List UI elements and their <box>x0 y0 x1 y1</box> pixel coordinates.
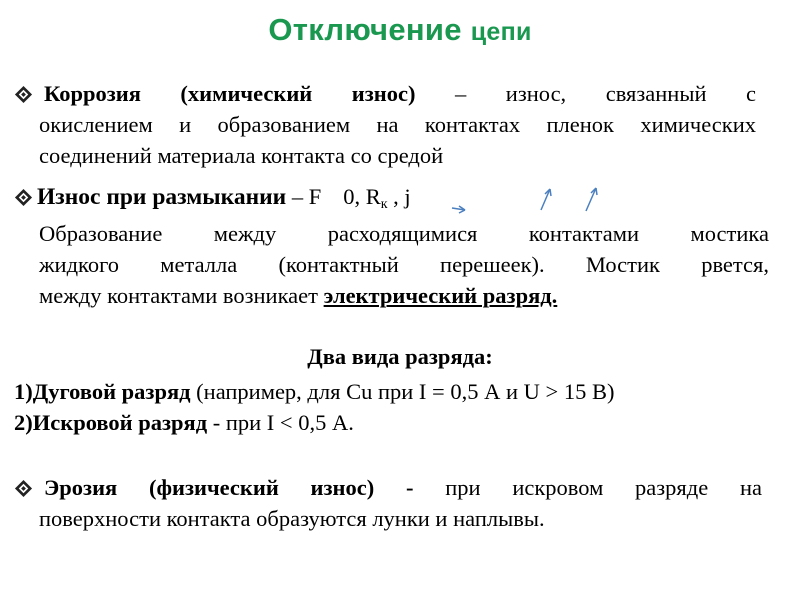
spark-discharge-term: 2)Искровой разряд <box>14 410 208 435</box>
spark-discharge-desc: - при I < 0,5 А. <box>207 410 354 435</box>
arrow-icon <box>541 189 551 210</box>
corrosion-term: Коррозия (химический износ) <box>44 81 416 106</box>
opening-line-3 <box>39 280 769 311</box>
erosion-rest: при искровом разряде на <box>413 475 762 500</box>
corrosion-line-1 <box>44 78 756 109</box>
diamond-bullet-icon <box>14 479 33 498</box>
corrosion-text <box>44 78 756 109</box>
corrosion-rest: – износ, связанный с <box>415 81 756 106</box>
erosion-line-1 <box>44 472 762 503</box>
corrosion-text-cont <box>39 109 756 171</box>
discharge-item-1 <box>14 376 614 407</box>
formula-zero: 0 <box>343 184 355 209</box>
opening-text <box>39 218 769 311</box>
diamond-bullet-icon <box>14 85 33 104</box>
formula-r-sub: к <box>380 197 388 212</box>
title-main: Отключение <box>268 12 462 47</box>
arrow-icon <box>452 206 465 213</box>
formula-j: , j <box>387 184 411 209</box>
erosion-text-cont <box>39 503 769 534</box>
arc-discharge-desc: (например, для Cu при I = 0,5 А и U > 15 В) <box>190 379 615 404</box>
formula-r: , R <box>354 184 381 209</box>
erosion-term: Эрозия (физический износ) - <box>44 475 414 500</box>
slide-title <box>0 12 800 48</box>
opening-bullet <box>14 181 411 220</box>
corrosion-line-2: окислением и образованием на контактах пленок химических <box>39 112 756 137</box>
formula-prefix: – F <box>286 184 322 209</box>
erosion-bullet <box>14 472 37 503</box>
corrosion-line-3: соединений материала контакта со средой <box>39 143 444 168</box>
title-small: цепи <box>470 18 532 46</box>
electric-discharge-term: электрический разряд. <box>323 283 558 308</box>
opening-line-2: жидкого металла (контактный перешеек). Мостик рвется, <box>39 252 769 277</box>
opening-term: Износ при размыкании <box>37 184 287 210</box>
erosion-text <box>44 472 762 503</box>
opening-line-1: Образование между расходящимися контактами мостика <box>39 221 769 246</box>
erosion-line-2: поверхности контакта образуются лунки и наплывы. <box>39 506 545 531</box>
opening-line-3-plain: между контактами возникает <box>39 283 324 308</box>
arc-discharge-term: 1)Дуговой разряд <box>14 379 191 404</box>
discharge-heading: Два вида разряда: <box>307 344 493 369</box>
discharge-item-2 <box>14 407 354 438</box>
arrow-icon <box>586 188 597 211</box>
diamond-bullet-icon <box>14 188 33 207</box>
